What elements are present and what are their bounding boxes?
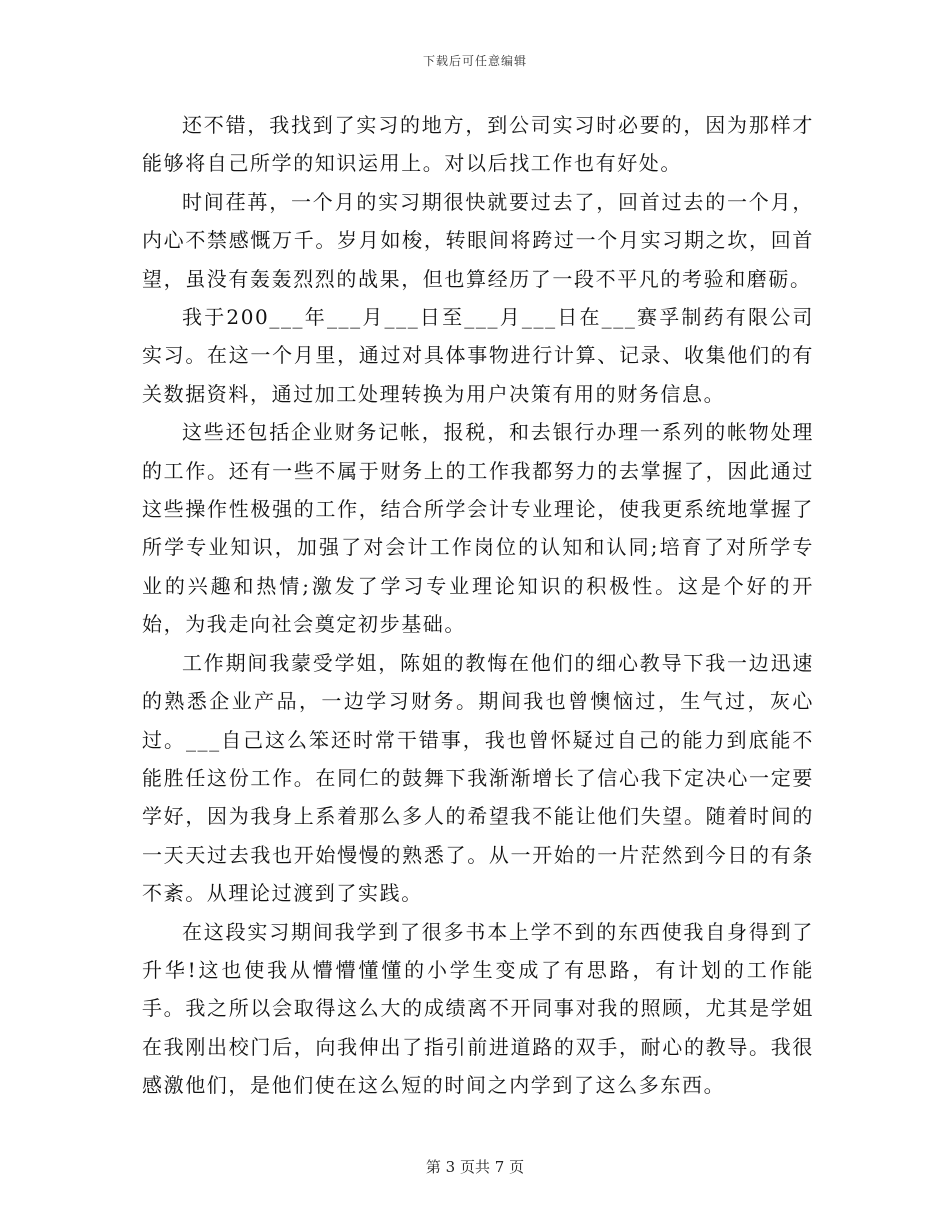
paragraph-3: 我于200___年___月___日至___月___日在___赛孚制药有限公司实习。在这一个月里，通过对具体事物进行计算、记录、收集他们的有关数据资料，通过加工处理转换为用户决策有用的财务信息。 xyxy=(142,305,814,406)
paragraph-6: 在这段实习期间我学到了很多书本上学不到的东西使我自身得到了升华!这也使我从懵懵懂懂的小学生变成了有思路，有计划的工作能手。我之所以会取得这么大的成绩离不开同事对我的照顾，尤其是学姐在我刚出校门后，向我伸出了指引前进道路的双手，耐心的教导。我很感激他们，是他们使在这么短的时间之内学到了这么多东西。 xyxy=(142,919,814,1098)
paragraph-1: 还不错，我找到了实习的地方，到公司实习时必要的，因为那样才能够将自己所学的知识运用上。对以后找工作也有好处。 xyxy=(142,113,814,176)
page-number: 第 3 页共 7 页 xyxy=(425,1158,525,1176)
paragraph-4: 这些还包括企业财务记帐，报税，和去银行办理一系列的帐物处理的工作。还有一些不属于财务上的工作我都努力的去掌握了，因此通过这些操作性极强的工作，结合所学会计专业理论，使我更系统地掌握了所学专业知识，加强了对会计工作岗位的认知和认同;培育了对所学专业的兴趣和热情;激发了学习专业理论知识的积极性。这是个好的开始，为我走向社会奠定初步基础。 xyxy=(142,420,814,637)
paragraph-5: 工作期间我蒙受学姐，陈姐的教悔在他们的细心教导下我一边迅速的熟悉企业产品，一边学习财务。期间我也曾懊恼过，生气过，灰心过。___自己这么笨还时常干错事，我也曾怀疑过自己的能力到底能不能胜任这份工作。在同仁的鼓舞下我渐渐增长了信心我下定决心一定要学好，因为我身上系着那么多人的希望我不能让他们失望。随着时间的一天天过去我也开始慢慢的熟悉了。从一开始的一片茫然到今日的有条不紊。从理论过渡到了实践。 xyxy=(142,650,814,906)
paragraph-2: 时间荏苒，一个月的实习期很快就要过去了，回首过去的一个月，内心不禁感慨万千。岁月如梭，转眼间将跨过一个月实习期之坎，回首望，虽没有轰轰烈烈的战果，但也算经历了一段不平凡的考验和磨砺。 xyxy=(142,189,814,291)
page-header: 下载后可任意编辑 xyxy=(422,54,527,68)
document-body xyxy=(142,106,814,1105)
